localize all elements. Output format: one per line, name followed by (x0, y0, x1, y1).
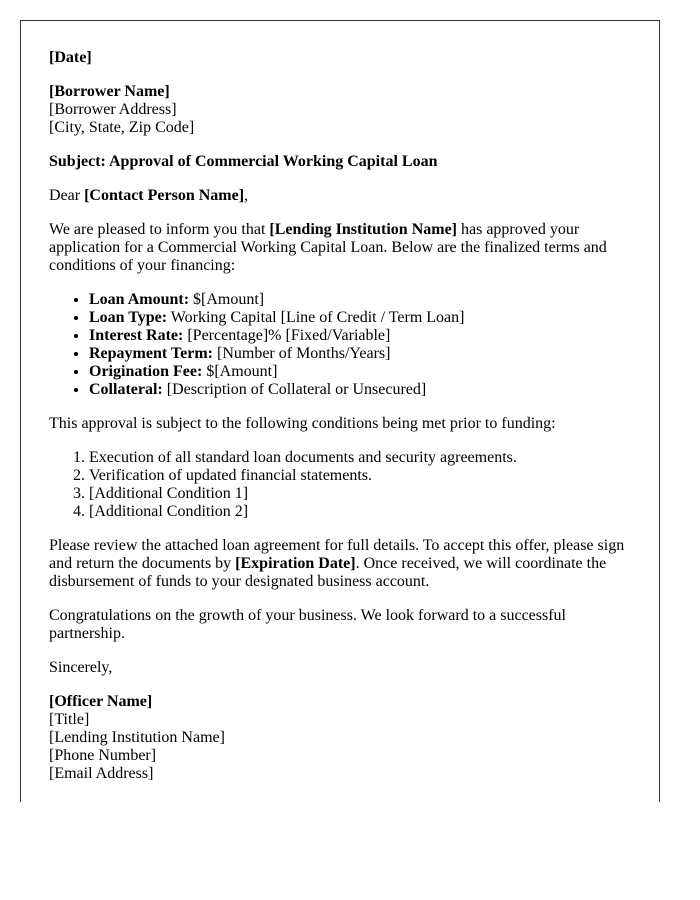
officer-title: [Title] (49, 711, 90, 728)
date: [Date] (49, 49, 92, 66)
loan-terms-list (49, 291, 631, 399)
conditions-list (49, 449, 631, 521)
subject: Subject: Approval of Commercial Working Capital Loan (49, 153, 438, 170)
term-item: • Loan Type: Working Capital [Line of Credit / Term Loan] (89, 309, 631, 327)
salutation: Dear [Contact Person Name], (49, 187, 249, 204)
borrower-city: [City, State, Zip Code] (49, 119, 195, 136)
borrower-address: [Borrower Address] (49, 101, 177, 118)
intro-paragraph: We are pleased to inform you that [Lending Institution Name] has approved your application for a Commercial Working Capital Loan. Below are the finalized terms and conditions of your financing: (49, 221, 607, 274)
term-item: • Loan Amount: $[Amount] (89, 291, 631, 309)
closing-paragraph: Congratulations on the growth of your business. We look forward to a successful partnership. (49, 607, 566, 642)
letter-page (20, 20, 660, 802)
conditions-intro: This approval is subject to the following conditions being met prior to funding: (49, 415, 556, 432)
institution-name: [Lending Institution Name] (49, 729, 225, 746)
condition-item: 1. Execution of all standard loan documents and security agreements. (89, 449, 631, 467)
closing: Sincerely, (49, 659, 113, 676)
term-item: • Interest Rate: [Percentage]% [Fixed/Variable] (89, 327, 631, 345)
review-paragraph: Please review the attached loan agreement for full details. To accept this offer, please sign and return the documents by [Expiration Date]. Once received, we will coordinate the disbursement of funds to your designated business account. (49, 537, 625, 590)
condition-item: 3. [Additional Condition 1] (89, 485, 631, 503)
term-item: • Collateral: [Description of Collateral or Unsecured] (89, 381, 631, 399)
term-item: • Repayment Term: [Number of Months/Years] (89, 345, 631, 363)
term-item: • Origination Fee: $[Amount] (89, 363, 631, 381)
condition-item: 2. Verification of updated financial statements. (89, 467, 631, 485)
condition-item: 4. [Additional Condition 2] (89, 503, 631, 521)
signature-block (49, 693, 631, 783)
borrower-block (49, 83, 631, 137)
email-address: [Email Address] (49, 765, 154, 782)
phone-number: [Phone Number] (49, 747, 157, 764)
borrower-name: [Borrower Name] (49, 83, 170, 100)
officer-name: [Officer Name] (49, 693, 153, 710)
